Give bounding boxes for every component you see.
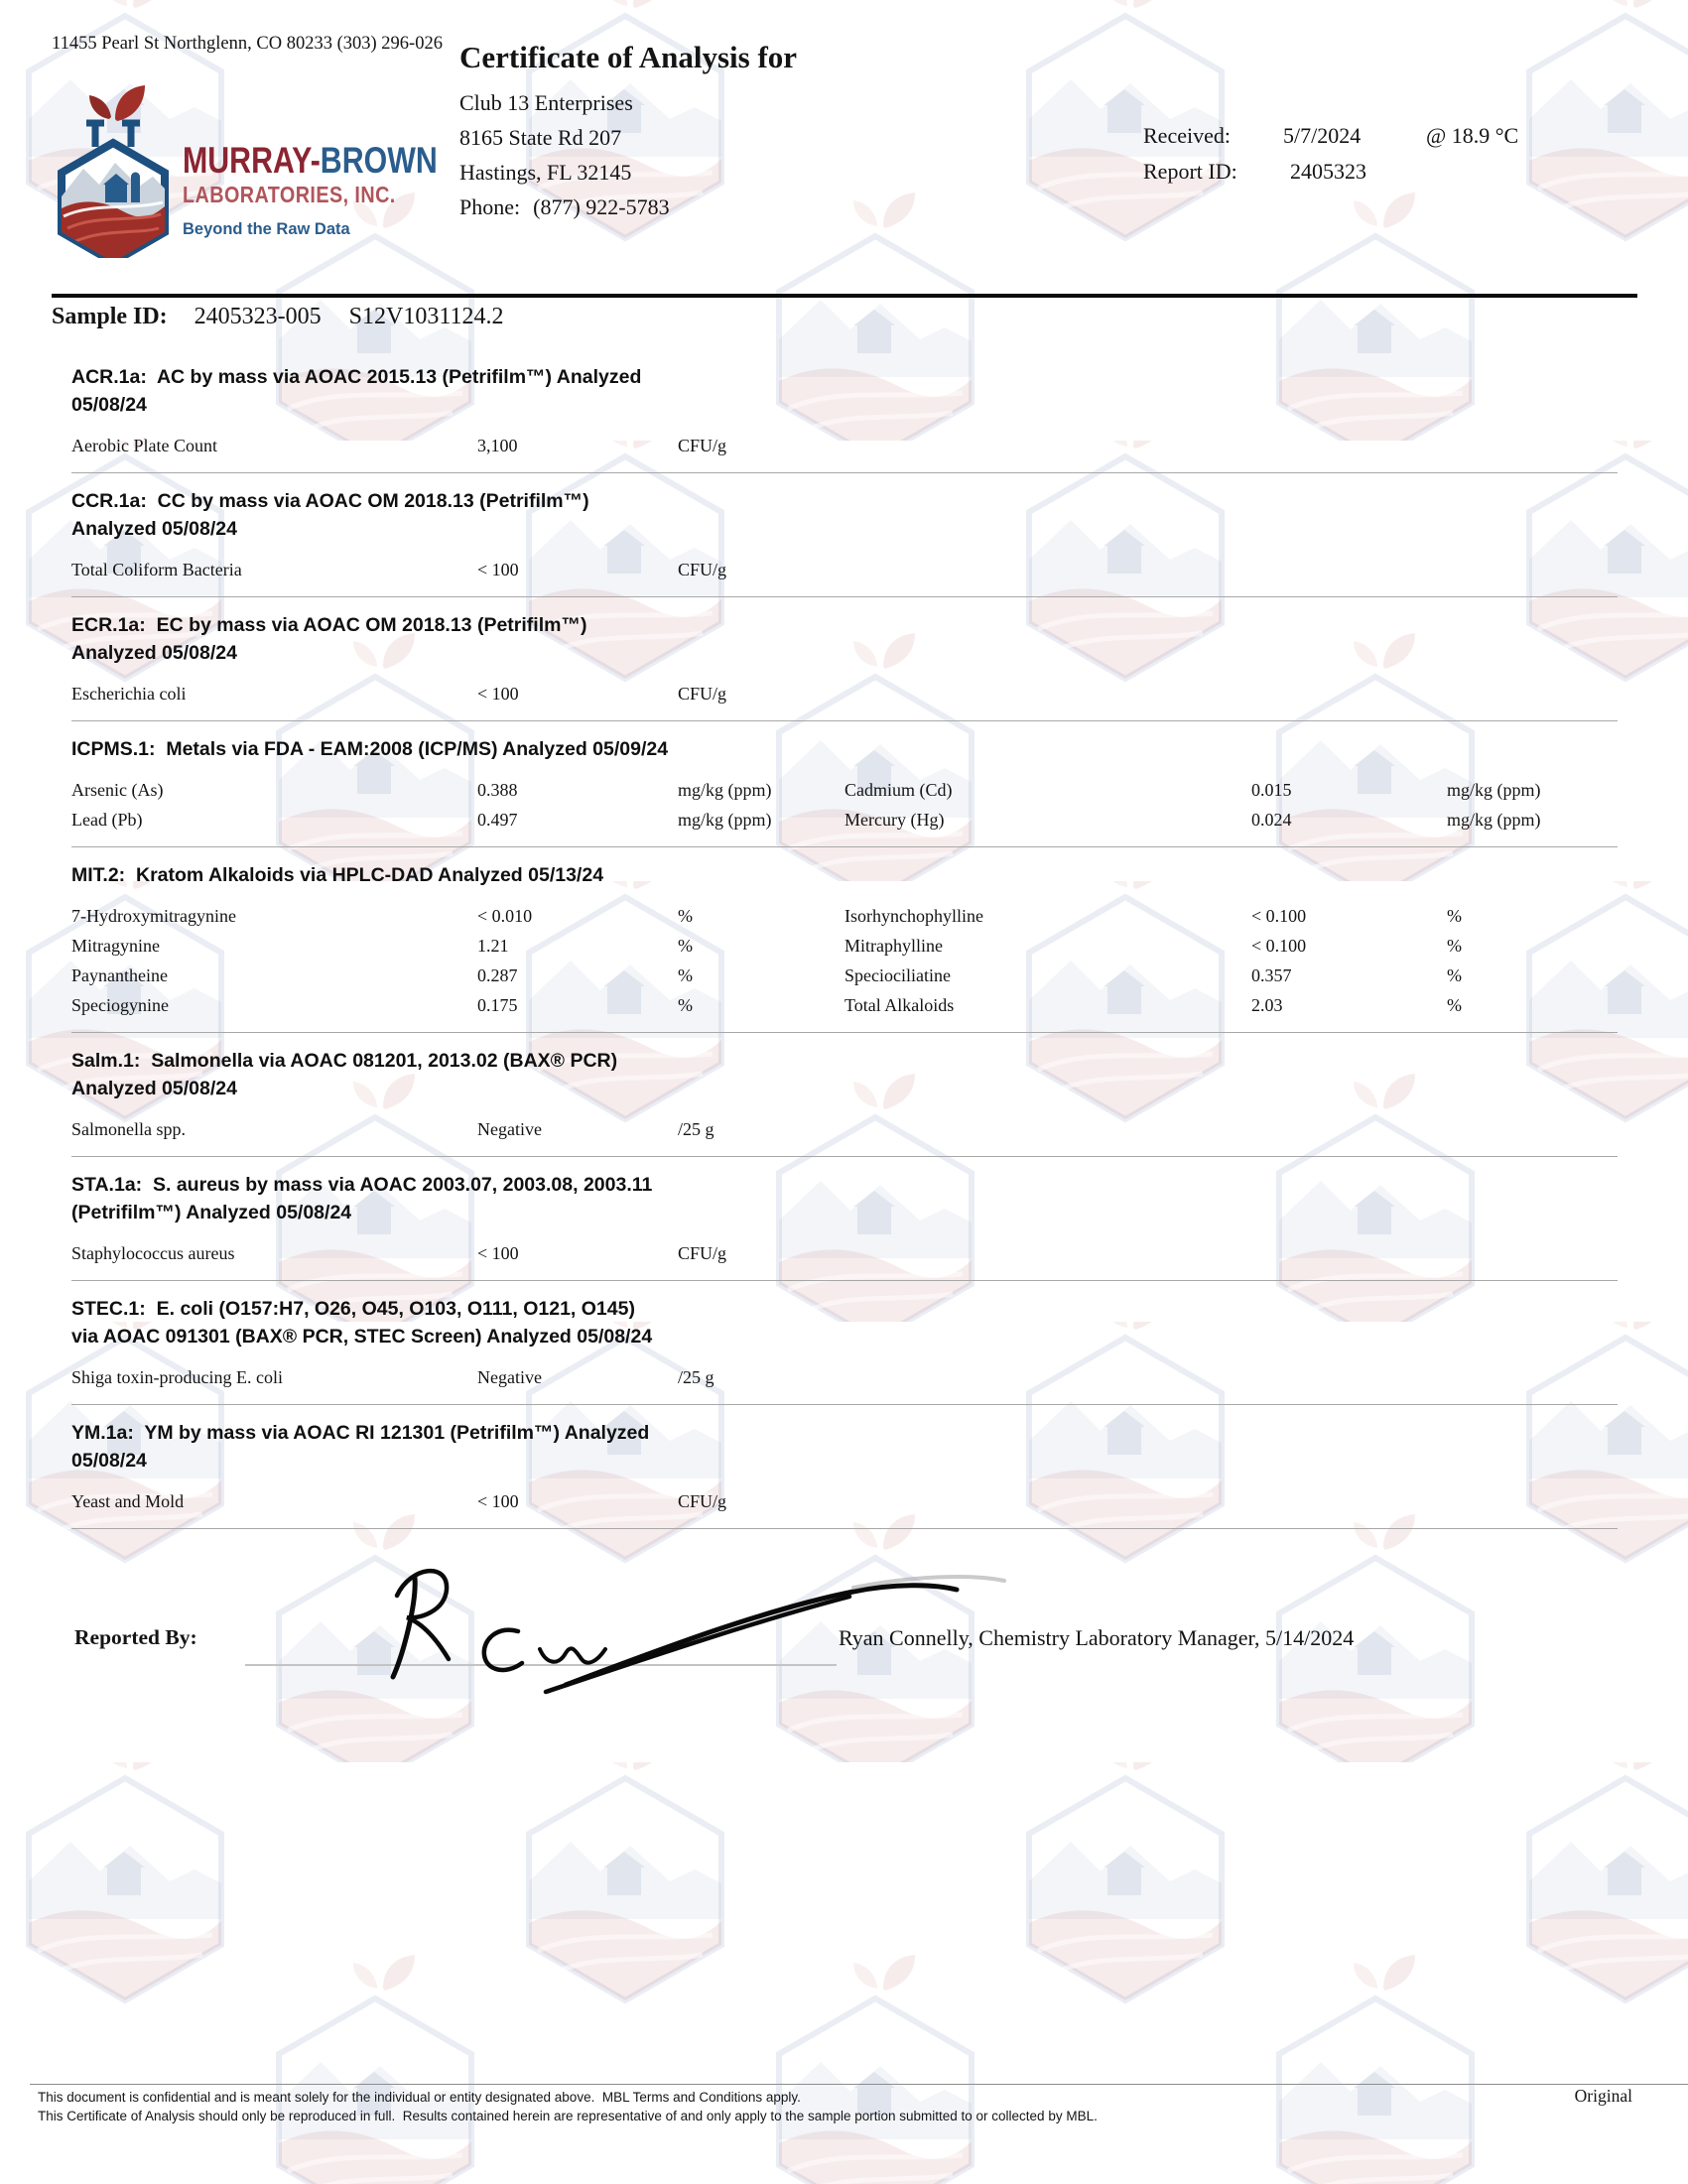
analysis-section <box>71 1033 1618 1157</box>
section-title-line: (Petrifilm™) Analyzed 05/08/24 <box>71 1202 352 1223</box>
page-title: Certificate of Analysis for <box>459 40 798 74</box>
analyte-name: Speciociliatine <box>844 965 951 985</box>
result-row <box>71 1362 1618 1392</box>
result-value: 0.497 <box>477 810 518 830</box>
section-header <box>71 1047 1618 1102</box>
reported-by-label: Reported By: <box>74 1625 197 1649</box>
result-value: 0.287 <box>477 965 518 985</box>
result-value: < 0.100 <box>1251 936 1307 956</box>
result-row <box>71 961 1618 990</box>
leaf-icon <box>89 95 111 119</box>
analyte-name: Mitragynine <box>71 936 160 956</box>
analyte-name: Shiga toxin-producing E. coli <box>71 1367 283 1387</box>
report-id-label: Report ID: <box>1143 159 1237 184</box>
phone-number: (877) 922-5783 <box>533 194 670 219</box>
analyte-name: Escherichia coli <box>71 684 187 704</box>
leaf-icon <box>115 85 145 121</box>
client-block <box>459 85 670 224</box>
analyte-name: Yeast and Mold <box>71 1491 185 1511</box>
result-unit: mg/kg (ppm) <box>678 810 772 830</box>
result-row <box>71 555 1618 584</box>
analyte-name: Salmonella spp. <box>71 1119 186 1139</box>
result-value: < 100 <box>477 684 519 704</box>
section-title-line: STEC.1: E. coli (O157:H7, O26, O45, O103, O111, O121, O145) <box>71 1298 635 1320</box>
result-row <box>71 775 1618 805</box>
result-value: 0.024 <box>1251 810 1292 830</box>
result-value: 3,100 <box>477 436 518 455</box>
section-header <box>71 861 1618 889</box>
logo-name-primary: MURRAY- <box>183 140 321 181</box>
section-title-line: Salm.1: Salmonella via AOAC 081201, 2013.02 (BAX® PCR) <box>71 1050 618 1072</box>
analysis-section <box>71 349 1618 473</box>
result-unit: % <box>1447 906 1462 926</box>
section-header <box>71 735 1618 763</box>
original-stamp: Original <box>1574 2086 1632 2106</box>
result-row <box>71 1486 1618 1516</box>
section-title-line: Analyzed 05/08/24 <box>71 518 237 540</box>
sections <box>71 349 1618 1529</box>
result-row <box>71 901 1618 931</box>
logo-name-secondary: BROWN <box>320 140 438 181</box>
report-id-value: 2405323 <box>1290 159 1366 184</box>
result-value: < 100 <box>477 560 519 579</box>
result-row <box>71 931 1618 961</box>
result-unit: % <box>1447 995 1462 1015</box>
result-unit: mg/kg (ppm) <box>678 780 772 800</box>
received-temperature: @ 18.9 °C <box>1426 123 1519 148</box>
sample-id-value: 2405323-005 <box>194 304 322 329</box>
result-value: 1.21 <box>477 936 509 956</box>
result-value: < 0.010 <box>477 906 533 926</box>
result-row <box>71 990 1618 1020</box>
section-title-line: Analyzed 05/08/24 <box>71 1078 237 1099</box>
analyte-name: 7-Hydroxymitragynine <box>71 906 236 926</box>
analyte-name: Paynantheine <box>71 965 168 985</box>
result-row <box>71 431 1618 460</box>
analysis-section <box>71 473 1618 597</box>
received-label: Received: <box>1143 123 1231 148</box>
phone-label: Phone: <box>459 194 521 219</box>
lab-address: 11455 Pearl St Northglenn, CO 80233 (303) 296-026 <box>52 34 443 54</box>
section-header <box>71 1171 1618 1226</box>
section-title-line: 05/08/24 <box>71 1450 147 1472</box>
result-row <box>71 805 1618 835</box>
section-title-line: ECR.1a: EC by mass via AOAC OM 2018.13 (Petrifilm™) <box>71 614 587 636</box>
analyte-name: Cadmium (Cd) <box>844 780 953 800</box>
section-title-line: Analyzed 05/08/24 <box>71 642 237 664</box>
result-unit: CFU/g <box>678 1243 727 1263</box>
result-unit: CFU/g <box>678 1491 727 1511</box>
section-header <box>71 1419 1618 1475</box>
result-unit: /25 g <box>678 1367 714 1387</box>
lab-logo-subtitle: LABORATORIES, INC. <box>183 182 396 207</box>
client-name: Club 13 Enterprises <box>459 90 633 115</box>
result-row <box>71 679 1618 708</box>
result-value: < 100 <box>477 1243 519 1263</box>
analyte-name: Speciogynine <box>71 995 169 1015</box>
section-title-line: CCR.1a: CC by mass via AOAC OM 2018.13 (Petrifilm™) <box>71 490 589 512</box>
analysis-section <box>71 597 1618 721</box>
result-value: 0.015 <box>1251 780 1292 800</box>
analyte-name: Total Coliform Bacteria <box>71 560 242 579</box>
client-address-line2: Hastings, FL 32145 <box>459 160 632 185</box>
analysis-section <box>71 1157 1618 1281</box>
lab-logo-tagline: Beyond the Raw Data <box>183 220 350 238</box>
result-unit: mg/kg (ppm) <box>1447 780 1541 800</box>
footer-rule <box>30 2084 1688 2085</box>
result-unit: % <box>1447 936 1462 956</box>
sample-id-label: Sample ID: <box>52 304 168 329</box>
analyte-name: Mercury (Hg) <box>844 810 945 830</box>
analysis-section <box>71 1281 1618 1405</box>
sample-code: S12V1031124.2 <box>348 304 504 329</box>
signature-icon <box>298 1544 1052 1695</box>
section-title-line: YM.1a: YM by mass via AOAC RI 121301 (Petrifilm™) Analyzed <box>71 1422 650 1444</box>
section-title-line: ICPMS.1: Metals via FDA - EAM:2008 (ICP/MS) Analyzed 05/09/24 <box>71 738 669 760</box>
result-value: 2.03 <box>1251 995 1283 1015</box>
analyte-name: Staphylococcus aureus <box>71 1243 235 1263</box>
lab-logo-name <box>183 142 438 180</box>
client-phone <box>459 190 670 224</box>
section-header <box>71 611 1618 667</box>
section-title-line: via AOAC 091301 (BAX® PCR, STEC Screen) Analyzed 05/08/24 <box>71 1326 653 1348</box>
footer-line-1: This document is confidential and is meant solely for the individual or entity designated above. MBL Terms and Conditions apply. <box>38 2090 801 2105</box>
result-unit: % <box>678 936 693 956</box>
result-unit: CFU/g <box>678 560 727 579</box>
result-unit: CFU/g <box>678 684 727 704</box>
result-unit: % <box>678 995 693 1015</box>
analyte-name: Mitraphylline <box>844 936 943 956</box>
result-unit: % <box>678 906 693 926</box>
sample-id-line <box>52 304 503 330</box>
result-unit: mg/kg (ppm) <box>1447 810 1541 830</box>
analyte-name: Lead (Pb) <box>71 810 143 830</box>
result-row <box>71 1114 1618 1144</box>
client-address-line1: 8165 State Rd 207 <box>459 125 622 150</box>
result-value: Negative <box>477 1367 542 1387</box>
lab-logo-badge <box>50 83 177 258</box>
result-value: < 0.100 <box>1251 906 1307 926</box>
result-value: 0.357 <box>1251 965 1292 985</box>
section-header <box>71 363 1618 419</box>
result-value: Negative <box>477 1119 542 1139</box>
analyte-name: Total Alkaloids <box>844 995 955 1015</box>
result-value: < 100 <box>477 1491 519 1511</box>
section-title-line: 05/08/24 <box>71 394 147 416</box>
section-header <box>71 1295 1618 1350</box>
header-rule <box>52 294 1637 298</box>
result-unit: CFU/g <box>678 436 727 455</box>
section-header <box>71 487 1618 543</box>
section-title-line: ACR.1a: AC by mass via AOAC 2015.13 (Petrifilm™) Analyzed <box>71 366 642 388</box>
result-value: 0.388 <box>477 780 518 800</box>
received-date: 5/7/2024 <box>1283 123 1362 148</box>
section-title-line: MIT.2: Kratom Alkaloids via HPLC-DAD Analyzed 05/13/24 <box>71 864 604 886</box>
signer-name: Ryan Connelly, Chemistry Laboratory Manager, 5/14/2024 <box>839 1625 1355 1650</box>
section-divider <box>71 1528 1618 1529</box>
section-title-line: STA.1a: S. aureus by mass via AOAC 2003.07, 2003.08, 2003.11 <box>71 1174 653 1196</box>
result-value: 0.175 <box>477 995 518 1015</box>
analysis-section <box>71 1405 1618 1529</box>
result-row <box>71 1238 1618 1268</box>
result-unit: % <box>1447 965 1462 985</box>
footer-line-2: This Certificate of Analysis should only be reproduced in full. Results contained herein are representative of and only apply to the sample portion submitted to or collected by MBL. <box>38 2109 1098 2123</box>
analysis-section <box>71 721 1618 847</box>
result-unit: /25 g <box>678 1119 714 1139</box>
analyte-name: Isorhynchophylline <box>844 906 983 926</box>
analyte-name: Aerobic Plate Count <box>71 436 217 455</box>
analysis-section <box>71 847 1618 1033</box>
result-unit: % <box>678 965 693 985</box>
analyte-name: Arsenic (As) <box>71 780 164 800</box>
